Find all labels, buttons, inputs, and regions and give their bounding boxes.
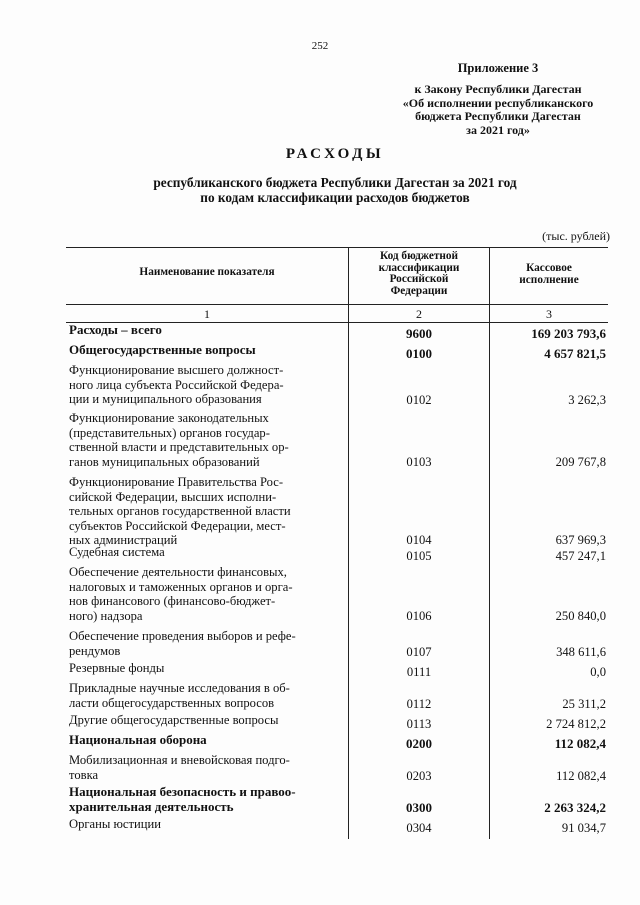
row-name-line: товка	[69, 767, 99, 782]
row-value: 348 611,6	[556, 644, 606, 659]
row-name	[69, 661, 341, 676]
appendix-line: бюджета Республики Дагестан	[415, 109, 581, 124]
row-name-line: Обеспечение проведения выборов и рефе-	[69, 629, 296, 643]
table-row	[66, 343, 608, 361]
row-code: 0304	[406, 820, 432, 835]
header-code-line: Код бюджетной	[379, 250, 459, 262]
table-row	[66, 323, 608, 341]
header-value	[490, 263, 608, 286]
row-value: 25 311,2	[562, 696, 606, 711]
row-name-line: Мобилизационная и вневойсковая подго-	[69, 753, 290, 767]
row-name-line: ласти общегосударственных вопросов	[69, 695, 275, 710]
row-value: 457 247,1	[555, 548, 606, 563]
table-row	[66, 411, 608, 469]
row-name-line: тельных органов государственной власти	[69, 504, 291, 518]
row-name-line: сийской Федерации, высших исполни-	[69, 489, 277, 504]
appendix-line: к Закону Республики Дагестан	[414, 82, 582, 97]
column-number-1: 1	[204, 307, 210, 321]
header-code-line: Российской	[389, 273, 449, 286]
row-name-line: рендумов	[69, 643, 121, 658]
header-name: Наименование показателя	[139, 266, 275, 278]
table-row	[66, 363, 608, 407]
row-name-line: Прикладные научные исследования в об-	[69, 681, 290, 695]
row-value: 2 724 812,2	[546, 716, 606, 731]
row-name-line: Расходы – всего	[69, 322, 162, 337]
row-name-line: Национальная безопасность и правоо-	[69, 784, 296, 799]
document-title: РАСХОДЫ	[285, 146, 385, 162]
header-code-line: Федерации	[390, 284, 448, 297]
row-value: 0,0	[590, 664, 606, 679]
row-name-line: Функционирование законодательных	[69, 411, 269, 425]
row-name-line: нов финансового (финансово-бюджет-	[69, 594, 276, 608]
row-code: 0105	[406, 548, 432, 563]
row-name	[69, 363, 341, 407]
row-code: 0100	[406, 345, 432, 361]
appendix-line: за 2021 год»	[466, 122, 530, 137]
table-row	[66, 753, 608, 783]
row-name-line: Другие общегосударственные вопросы	[69, 713, 279, 727]
header-code-line: классификации	[378, 261, 460, 274]
row-value: 209 767,8	[555, 454, 606, 469]
row-value: 169 203 793,6	[531, 325, 606, 341]
row-value: 4 657 821,5	[544, 345, 606, 361]
row-name	[69, 733, 341, 748]
row-value: 637 969,3	[555, 532, 606, 547]
row-code: 9600	[406, 325, 432, 341]
row-code: 0300	[406, 799, 432, 815]
row-name-line: ных администраций	[69, 533, 178, 547]
row-name-line: Судебная система	[69, 545, 165, 559]
row-code: 0203	[406, 768, 432, 783]
table-row	[66, 733, 608, 751]
expenses-table	[66, 247, 608, 839]
row-value: 112 082,4	[554, 735, 606, 751]
table-top-border	[66, 247, 608, 248]
row-name-line: Обеспечение деятельности финансовых,	[69, 565, 287, 579]
row-value: 250 840,0	[555, 608, 606, 623]
row-value: 3 262,3	[568, 392, 606, 407]
units-label: (тыс. рублей)	[542, 229, 610, 243]
row-code: 0104	[406, 532, 432, 547]
page-number: 252	[311, 40, 329, 52]
header-divider	[66, 304, 608, 305]
row-name-line: Функционирование Правительства Рос-	[69, 475, 284, 489]
row-name	[69, 565, 341, 623]
subtitle-line: республиканского бюджета Республики Дагестан за 2021 год	[153, 175, 517, 190]
subtitle-line: по кодам классификации расходов бюджетов	[200, 189, 470, 205]
row-code: 0113	[406, 716, 432, 731]
row-name-line: хранительная деятельность	[69, 798, 234, 814]
column-number-3: 3	[546, 307, 552, 321]
row-code: 0112	[406, 696, 432, 711]
row-name-line: ганов муниципальных образований	[69, 454, 260, 469]
row-name-line: субъектов Российской Федерации, мест-	[69, 518, 286, 533]
table-row	[66, 545, 608, 563]
table-row	[66, 661, 608, 679]
row-name-line: ственной власти и представительных ор-	[69, 440, 289, 454]
row-name	[69, 629, 341, 658]
row-code: 0111	[406, 664, 432, 679]
table-row	[66, 565, 608, 623]
table-row	[66, 713, 608, 731]
appendix-title: Приложение 3	[457, 61, 539, 75]
row-code: 0102	[406, 392, 432, 407]
row-value: 112 082,4	[556, 768, 606, 783]
row-name	[69, 545, 341, 560]
row-name-line: Общегосударственные вопросы	[69, 342, 256, 357]
row-name-line: ции и муниципального образования	[69, 392, 262, 406]
row-name	[69, 753, 341, 782]
row-name	[69, 785, 341, 814]
table-row	[66, 681, 608, 711]
column-number-2: 2	[416, 307, 422, 321]
row-name	[69, 817, 341, 832]
table-row	[66, 817, 608, 835]
table-row	[66, 785, 608, 815]
row-name-line: (представительных) органов государ-	[69, 425, 270, 440]
appendix-line: «Об исполнении республиканского	[402, 95, 594, 110]
table-row	[66, 629, 608, 659]
row-name-line: ного лица субъекта Российской Федера-	[69, 377, 284, 392]
row-code: 0103	[406, 454, 432, 469]
row-name	[69, 323, 341, 338]
row-value: 91 034,7	[561, 820, 606, 835]
row-name-line: Национальная оборона	[69, 732, 207, 747]
row-name	[69, 713, 341, 728]
row-value: 2 263 324,2	[544, 799, 606, 815]
row-name-line: Органы юстиции	[69, 817, 161, 831]
row-name	[69, 343, 341, 358]
table-row	[66, 475, 608, 547]
document-subtitle	[0, 176, 640, 205]
header-value-line: Кассовое	[526, 262, 572, 274]
header-value-line: исполнение	[519, 273, 579, 286]
row-name	[69, 411, 341, 469]
row-name-line: ного) надзора	[69, 608, 143, 623]
appendix-block	[380, 62, 616, 137]
row-code: 0107	[406, 644, 432, 659]
row-name-line: Функционирование высшего должност-	[69, 363, 284, 377]
row-name	[69, 681, 341, 710]
row-code: 0200	[406, 735, 432, 751]
row-name	[69, 475, 341, 548]
row-code: 0106	[406, 608, 432, 623]
header-code	[349, 251, 489, 297]
row-name-line: Резервные фонды	[69, 661, 165, 675]
row-name-line: налоговых и таможенных органов и орга-	[69, 579, 293, 594]
